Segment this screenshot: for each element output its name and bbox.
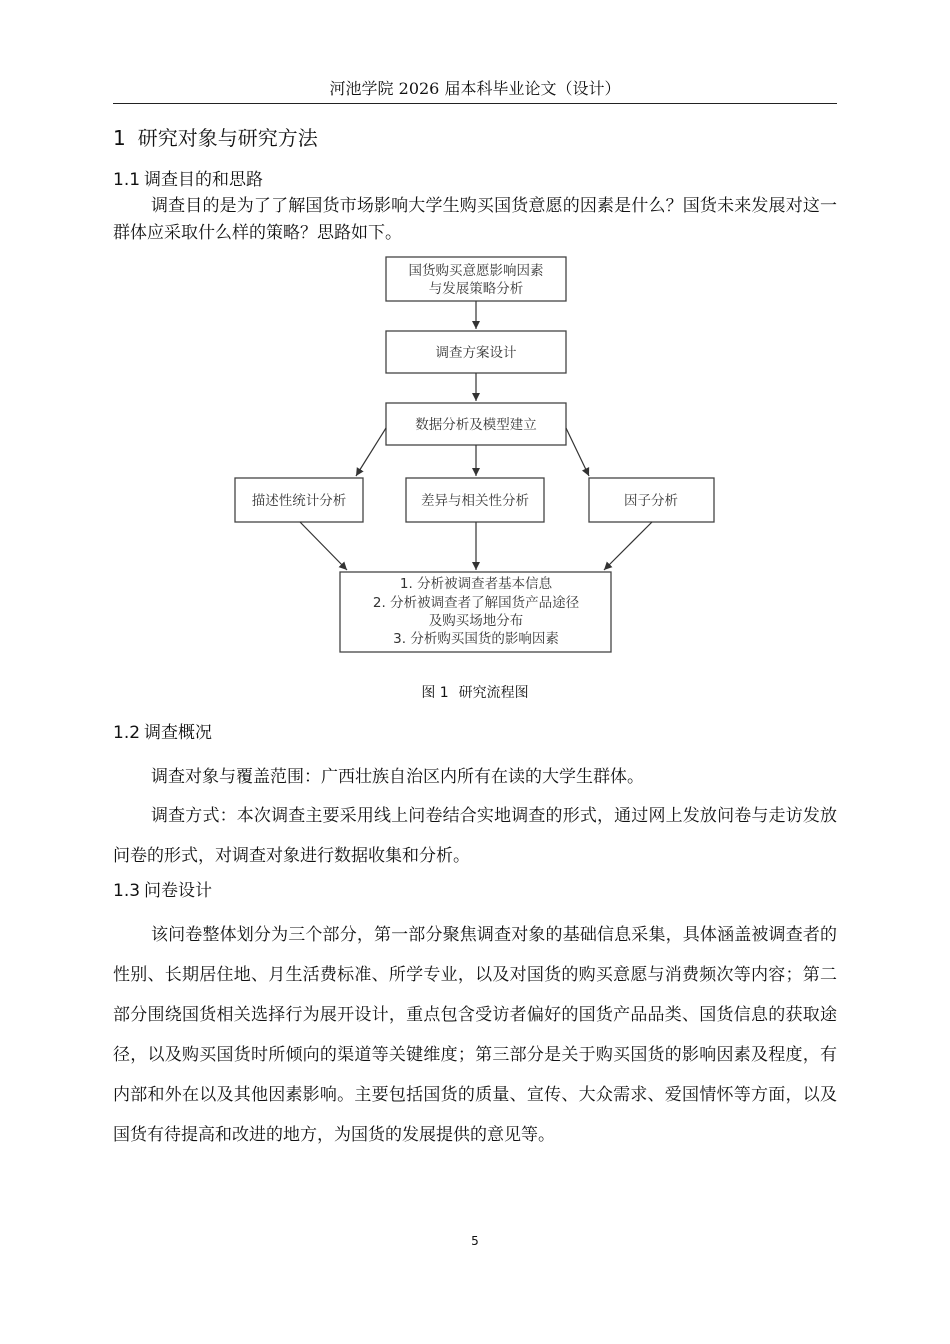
section-title: 研究对象与研究方法 xyxy=(137,126,318,150)
page-number: 5 xyxy=(471,1234,479,1248)
section-number: 1 xyxy=(113,126,126,150)
flow-label-topic-line2: 与发展策略分析 xyxy=(428,281,524,297)
subsection-title: 调查概况 xyxy=(144,723,213,743)
subsection-heading-1-1 xyxy=(113,168,263,192)
flow-arrow-6 xyxy=(300,522,347,570)
subsection-title: 问卷设计 xyxy=(144,881,213,901)
flow-label-results-line4: 3. 分析购买国货的影响因素 xyxy=(393,631,559,647)
flow-label-results-line3: 及购买场地分布 xyxy=(428,613,524,629)
paragraph-questionnaire: 该问卷整体划分为三个部分，第一部分聚焦调查对象的基础信息采集，具体涵盖被调查者的性别、长期居住地、月生活费标准、所学专业，以及对国货的购买意愿与消费频次等内容；第二部分围绕国货相关选择行为展开设计，重点包含受访者偏好的国货产品品类、国货信息的获取途径，以及购买国货时所倾向的渠道等关键维度；第三部分是关于购买国货的影响因素及程度，有内部和外在以及其他因素影响。主要包括国货的质量、宣传、大众需求、爱国情怀等方面，以及国货有待提高和改进的地方，为国货的发展提供的意见等。 xyxy=(113,925,837,1145)
research-flowchart xyxy=(228,250,728,656)
paragraph-method: 调查方式：本次调查主要采用线上问卷结合实地调查的形式，通过网上发放问卷与走访发放问卷的形式，对调查对象进行数据收集和分析。 xyxy=(113,806,837,866)
subsection-heading-1-3 xyxy=(113,879,212,903)
paragraph-scope: 调查对象与覆盖范围：广西壮族自治区内所有在读的大学生群体。 xyxy=(151,767,644,787)
flow-label-survey-design: 调查方案设计 xyxy=(435,345,517,361)
flow-label-results-line1: 1. 分析被调查者基本信息 xyxy=(399,576,553,592)
section-heading xyxy=(113,124,318,152)
figure-label: 图 1 xyxy=(421,685,449,701)
flow-label-difference-correlation: 差异与相关性分析 xyxy=(421,493,529,509)
flow-label-results-line2: 2. 分析被调查者了解国货产品途径 xyxy=(372,595,580,611)
header-rule xyxy=(113,103,837,104)
figure-title: 研究流程图 xyxy=(458,685,529,701)
subsection-number: 1.1 xyxy=(113,170,141,190)
subsection-number: 1.2 xyxy=(113,723,141,743)
subsection-title: 调查目的和思路 xyxy=(144,170,264,190)
flow-arrow-3 xyxy=(356,428,386,476)
flow-arrow-8 xyxy=(604,522,652,570)
flow-arrow-5 xyxy=(566,428,589,476)
flow-label-topic-line1: 国货购买意愿影响因素 xyxy=(408,263,544,279)
flow-label-data-analysis: 数据分析及模型建立 xyxy=(415,417,537,433)
flow-label-descriptive: 描述性统计分析 xyxy=(251,493,347,509)
flow-label-factor: 因子分析 xyxy=(624,493,678,509)
running-header: 河池学院 2026 届本科毕业论文（设计） xyxy=(329,79,621,98)
subsection-number: 1.3 xyxy=(113,881,141,901)
paragraph-purpose: 调查目的是为了了解国货市场影响大学生购买国货意愿的因素是什么？国货未来发展对这一群体应采取什么样的策略？思路如下。 xyxy=(113,196,837,243)
figure-caption xyxy=(113,682,837,702)
subsection-heading-1-2 xyxy=(113,721,212,745)
